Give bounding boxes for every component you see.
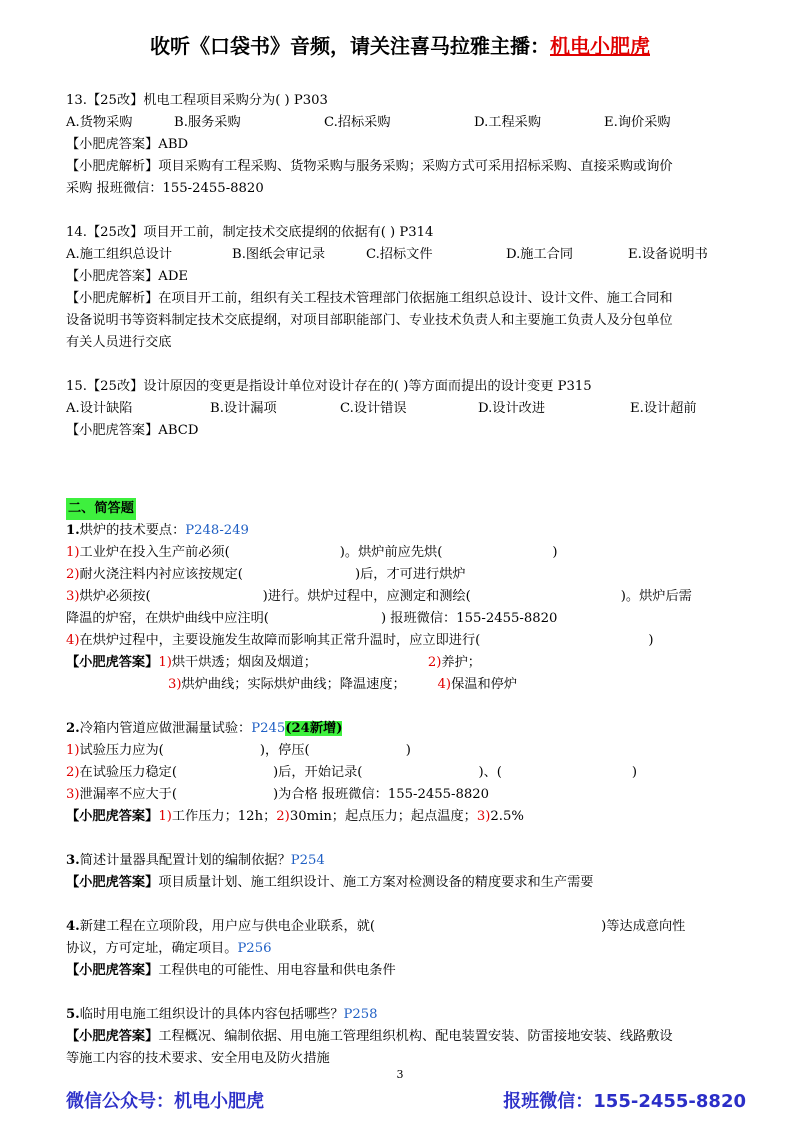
s1-num: 1.: [66, 523, 80, 538]
s2-l1c: ): [405, 743, 411, 758]
s2-answer: [66, 806, 746, 828]
s1-line-2: [66, 564, 746, 586]
s4-ans: 工程供电的可能性、用电容量和供电条件: [158, 963, 396, 978]
s1-a-n1: 1): [158, 655, 172, 670]
header-highlight: 机电小肥虎: [550, 34, 650, 58]
s3-ref: P254: [290, 853, 325, 868]
q13-option-d: D.工程采购: [474, 115, 542, 130]
s1-l2b: )后，才可进行烘炉: [354, 567, 466, 582]
s2-l2a: 在试验压力稳定(: [79, 765, 178, 780]
q15-title: 15.【25改】设计原因的变更是指设计单位对设计存在的( )等方面而提出的设计变更 P315: [66, 379, 592, 394]
q13-title: 13.【25改】机电工程项目采购分为( ) P303: [66, 93, 328, 108]
q15-answer: 【小肥虎答案】ABCD: [66, 423, 199, 438]
s1-line-1: [66, 542, 746, 564]
q13-option-b: B.服务采购: [174, 115, 241, 130]
s2-l2d: ): [631, 765, 638, 780]
s1-answer-1: [66, 652, 746, 674]
s4-num: 4.: [66, 919, 80, 934]
s4-l1a: 新建工程在立项阶段，用户应与供电企业联系，就(: [79, 919, 376, 934]
s1-a-n4: 4): [437, 677, 452, 692]
q15-option-b: B.设计漏项: [210, 401, 277, 416]
s5-ans1: 工程概况、编制依据、用电施工管理组织机构、配电装置安装、防雷接地安装、线路敷设: [158, 1029, 673, 1044]
q14-option-a: A.施工组织总设计: [66, 247, 173, 262]
s1-title-line: [66, 520, 746, 542]
footer-left: 微信公众号：机电小肥虎: [66, 1091, 264, 1112]
q13-options: [66, 112, 746, 134]
s2-n1: 1): [66, 743, 80, 758]
q15-options: [66, 398, 746, 420]
s2-a-n2: 2): [276, 809, 290, 824]
q14-analysis-1: 【小肥虎解析】在项目开工前，组织有关工程技术管理部门依据施工组织总设计、设计文件、施工合同和: [66, 291, 673, 306]
s1-a3: 烘炉曲线；实际烘炉曲线；降温速度；: [181, 677, 406, 692]
s2-l2c: )、(: [478, 765, 502, 780]
q15-option-a: A.设计缺陷: [66, 401, 133, 416]
s5-ans-label: 【小肥虎答案】: [66, 1029, 159, 1044]
s1-l3e: ) 报班微信：155-2455-8820: [380, 611, 558, 626]
section-heading: [66, 498, 746, 520]
q13-option-e: E.询价采购: [604, 115, 671, 130]
section-title: 二、简答题: [66, 498, 136, 520]
s4-line-2: [66, 938, 746, 960]
s5-answer-2: 等施工内容的技术要求、安全用电及防火措施: [66, 1051, 330, 1066]
s3-num: 3.: [66, 853, 80, 868]
q14-answer: 【小肥虎答案】ADE: [66, 269, 189, 284]
s4-l2a: 协议，方可定址，确定项目。: [66, 941, 238, 956]
s1-l1b: )。烘炉前应先烘(: [339, 545, 443, 560]
s1-line-3: [66, 586, 746, 608]
q14-title: 14.【25改】项目开工前，制定技术交底提纲的依据有( ) P314: [66, 225, 434, 240]
s1-ref: P248-249: [185, 523, 249, 538]
s1-a-n2: 2): [427, 655, 442, 670]
page-header: [0, 30, 800, 59]
q14-option-b: B.图纸会审记录: [232, 247, 326, 262]
s1-l3d: 降温的炉窑，在烘炉曲线中应注明(: [66, 611, 269, 626]
s1-a4: 保温和停炉: [451, 677, 518, 692]
q14-option-e: E.设备说明书: [628, 247, 708, 262]
s1-l1c: ): [552, 545, 558, 560]
s5-title-line: [66, 1004, 746, 1026]
s3-ans-label: 【小肥虎答案】: [66, 875, 159, 890]
s2-a3: 2.5%: [490, 809, 524, 824]
s2-n2: 2): [66, 765, 80, 780]
s1-l2a: 耐火浇注料内衬应该按规定(: [79, 567, 243, 582]
s1-l3c: )。烘炉后需: [620, 589, 692, 604]
q13-answer: 【小肥虎答案】ABD: [66, 137, 189, 152]
footer-right: 报班微信：155-2455-8820: [503, 1091, 746, 1112]
s5-num: 5.: [66, 1007, 80, 1022]
q15-option-d: D.设计改进: [478, 401, 546, 416]
s2-a-n1: 1): [158, 809, 172, 824]
s2-line-3: [66, 784, 746, 806]
s1-a2: 养护；: [441, 655, 481, 670]
q13-option-c: C.招标采购: [324, 115, 391, 130]
q14-option-c: C.招标文件: [366, 247, 433, 262]
s2-ref: P245: [251, 721, 286, 736]
s4-ref: P256: [237, 941, 272, 956]
s1-line-3b: [66, 608, 746, 630]
s1-answer-2: [66, 674, 746, 696]
q13-analysis-2: 采购 报班微信：155-2455-8820: [66, 181, 264, 196]
s4-l1b: )等达成意向性: [601, 919, 686, 934]
content: [66, 90, 746, 1070]
s5-answer-1: [66, 1026, 746, 1048]
s1-a1: 烘干烘透；烟囱及烟道；: [171, 655, 317, 670]
s1-n1: 1): [66, 545, 80, 560]
s4-answer: [66, 960, 746, 982]
s3-ans: 项目质量计划、施工组织设计、施工方案对检测设备的精度要求和生产需要: [158, 875, 594, 890]
s2-title-line: [66, 718, 746, 740]
q15-option-c: C.设计错误: [340, 401, 407, 416]
s1-l1a: 工业炉在投入生产前必须(: [79, 545, 230, 560]
s1-l3a: 烘炉必须按(: [79, 589, 151, 604]
s2-l3b: )为合格 报班微信：155-2455-8820: [273, 787, 490, 802]
header-text: 收听《口袋书》音频，请关注喜马拉雅主播：: [150, 34, 550, 58]
s2-a-n3: 3): [476, 809, 491, 824]
q13-option-a: A.货物采购: [66, 115, 133, 130]
q14-analysis-3: 有关人员进行交底: [66, 335, 172, 350]
page-number: 3: [396, 1068, 404, 1081]
s1-title: 烘炉的技术要点：: [79, 523, 186, 538]
q14-option-d: D.施工合同: [506, 247, 574, 262]
s2-title: 冷箱内管道应做泄漏量试验：: [79, 721, 252, 736]
s2-ans-label: 【小肥虎答案】: [66, 809, 159, 824]
s1-ans-label: 【小肥虎答案】: [66, 655, 159, 670]
s2-num: 2.: [66, 721, 80, 736]
q13-analysis-1: 【小肥虎解析】项目采购有工程采购、货物采购与服务采购；采购方式可采用招标采购、直接采购或询价: [66, 159, 673, 174]
s2-n3: 3): [66, 787, 80, 802]
s1-a-n3: 3): [168, 677, 182, 692]
s1-line-4: [66, 630, 746, 652]
s2-line-2: [66, 762, 746, 784]
s3-answer: [66, 872, 746, 894]
s2-l3a: 泄漏率不应大于(: [79, 787, 178, 802]
q15-option-e: E.设计超前: [630, 401, 697, 416]
q14-options: [66, 244, 746, 266]
s2-a1: 工作压力；12h；: [171, 809, 277, 824]
s3-title: 简述计量器具配置计划的编制依据？: [79, 853, 291, 868]
s1-n3: 3): [66, 589, 80, 604]
s1-l4b: ): [648, 633, 654, 648]
s3-title-line: [66, 850, 746, 872]
s1-n4: 4): [66, 633, 80, 648]
s2-line-1: [66, 740, 746, 762]
s2-l1b: )，停压(: [259, 743, 310, 758]
s2-l2b: )后，开始记录(: [273, 765, 363, 780]
s2-a2: 30min；起点压力；起点温度；: [289, 809, 477, 824]
s1-l4a: 在烘炉过程中，主要设施发生故障而影响其正常升温时，应立即进行(: [79, 633, 481, 648]
s1-l3b: )进行。烘炉过程中，应测定和测绘(: [262, 589, 471, 604]
s4-ans-label: 【小肥虎答案】: [66, 963, 159, 978]
s5-title: 临时用电施工组织设计的具体内容包括哪些？: [79, 1007, 344, 1022]
s1-n2: 2): [66, 567, 80, 582]
q14-analysis-2: 设备说明书等资料制定技术交底提纲，对项目部职能部门、专业技术负责人和主要施工负责人及分包单位: [66, 313, 673, 328]
s2-l1a: 试验压力应为(: [79, 743, 164, 758]
s4-line-1: [66, 916, 746, 938]
s2-tag: (24新增): [285, 721, 343, 736]
s5-ref: P258: [343, 1007, 378, 1022]
